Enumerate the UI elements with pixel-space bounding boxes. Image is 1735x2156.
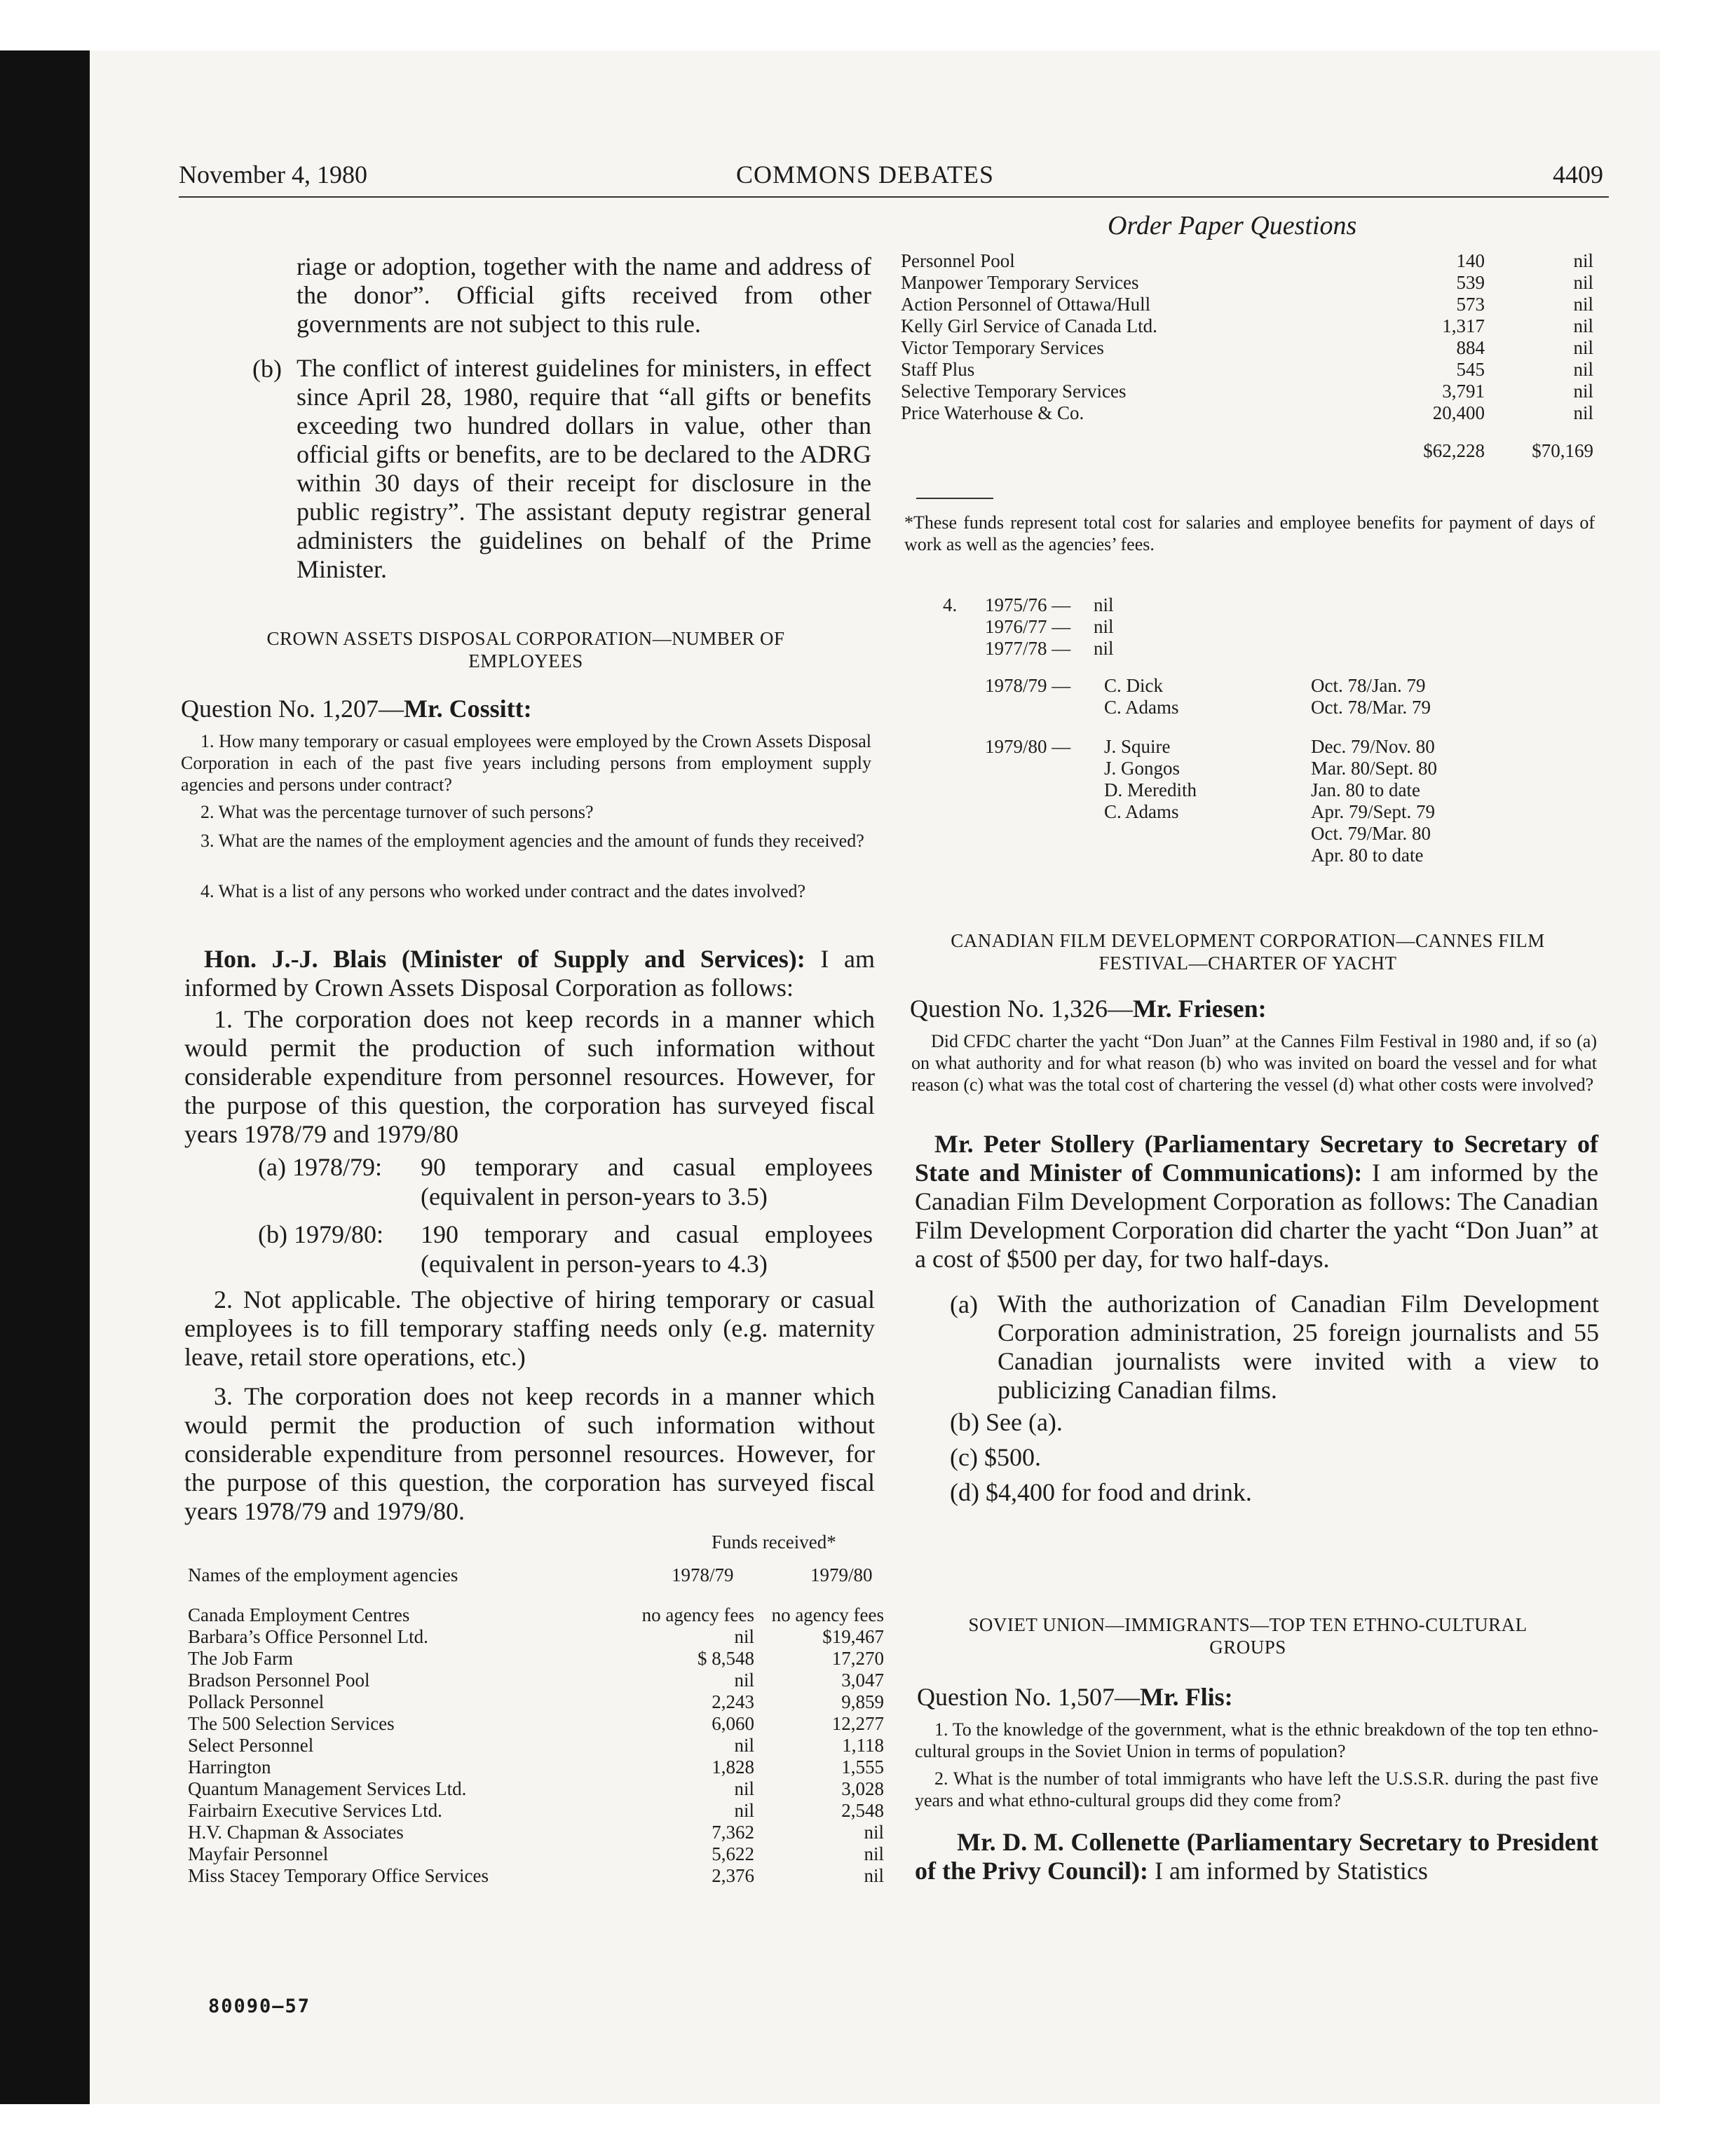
funds-1978-79: 2,376	[712, 1865, 754, 1886]
agency-name: Selective Temporary Services	[901, 381, 1127, 402]
table-row	[901, 272, 1595, 294]
agency-name: Select Personnel	[188, 1735, 314, 1756]
table-row	[901, 359, 1595, 381]
contract-dates: Dec. 79/Nov. 80	[1311, 736, 1435, 757]
agency-name: Manpower Temporary Services	[901, 272, 1139, 293]
contractor-name: J. Gongos	[1104, 758, 1181, 779]
section-heading-crown-assets: CROWN ASSETS DISPOSAL CORPORATION—NUMBER OF EMPLOYEES	[266, 628, 785, 671]
agency-name: Miss Stacey Temporary Office Services	[188, 1865, 489, 1886]
funds-1978-79: $ 8,548	[698, 1648, 754, 1669]
agency-name: Price Waterhouse & Co.	[901, 402, 1084, 423]
answer-1a-text: 90 temporary and casual employees	[421, 1153, 873, 1181]
funds-1978-79: 3,791	[1442, 381, 1485, 402]
contractor-name: J. Squire	[1104, 736, 1171, 757]
soviet-question-1: 1. To the knowledge of the government, what is the ethnic breakdown of the top ten ethno-cultural groups in the Soviet Union in terms of population?	[915, 1719, 1598, 1761]
table-row	[901, 381, 1595, 402]
funds-1978-79: 2,243	[712, 1691, 754, 1712]
question-1: 1. How many temporary or casual employees were employed by the Crown Assets Disposal Corporation in each of the past five years including persons from employment supply agencies and persons under contract?	[181, 731, 871, 795]
footnote: *These funds represent total cost for salaries and employee benefits for payment of days of work as well as the agencies’ fees.	[904, 512, 1595, 554]
agency-name: The Job Farm	[188, 1648, 293, 1669]
table-row	[901, 315, 1595, 337]
agency-name: Fairbairn Executive Services Ltd.	[188, 1800, 442, 1821]
funds-1979-80: nil	[1573, 315, 1593, 336]
funds-1979-80: nil	[1573, 337, 1593, 358]
soviet-question-2: 2. What is the number of total immigrants who have left the U.S.S.R. during the past five years and what ethno-cultural groups did they come from?	[915, 1768, 1598, 1810]
header-rule	[179, 196, 1609, 198]
table-row	[901, 294, 1595, 315]
agency-name: Mayfair Personnel	[188, 1843, 329, 1864]
funds-1979-80: nil	[1573, 359, 1593, 380]
table-row	[901, 250, 1595, 272]
film-question: Did CFDC charter the yacht “Don Juan” at the Cannes Film Festival in 1980 and, if so (a) on what authority and for what reason (b) who was invited on board the vessel and for what reason (c) what was the total cost of chartering the vessel (d) what other costs were involved?	[911, 1031, 1597, 1095]
answer-1a-label: (a) 1978/79:	[258, 1153, 382, 1181]
funds-1978-79: 20,400	[1432, 402, 1485, 423]
table-row	[188, 1865, 882, 1887]
answer-1a-text-2: (equivalent in person-years to 3.5)	[421, 1182, 768, 1210]
funds-1979-80: nil	[1573, 272, 1593, 293]
funds-1978-79: 1,828	[712, 1756, 754, 1778]
funds-1979-80: 1,118	[842, 1735, 884, 1756]
header-date: November 4, 1980	[179, 161, 367, 189]
contractor-name: D. Meredith	[1104, 779, 1197, 800]
agency-name: Bradson Personnel Pool	[188, 1670, 370, 1691]
question-title-1326: Question No. 1,326—Mr. Friesen:	[910, 995, 1267, 1023]
agency-name: Pollack Personnel	[188, 1691, 325, 1712]
header-title: COMMONS DEBATES	[736, 161, 995, 189]
agency-name: Kelly Girl Service of Canada Ltd.	[901, 315, 1157, 336]
contract-dates: Oct. 78/Mar. 79	[1311, 697, 1431, 718]
funds-1979-80: nil	[1573, 381, 1593, 402]
answer-1b-text: 190 temporary and casual employees	[421, 1220, 873, 1248]
funds-1979-80: 1,555	[841, 1756, 884, 1778]
table-row	[901, 337, 1595, 359]
funds-1978-79: 539	[1456, 272, 1485, 293]
item-4-label: 4.	[943, 594, 958, 615]
running-heading: Order Paper Questions	[1108, 211, 1357, 240]
contract-year: 1978/79 —	[985, 675, 1071, 696]
contractor-name: nil	[1094, 616, 1114, 637]
contract-dates: Apr. 80 to date	[1311, 845, 1424, 866]
table-row	[188, 1778, 882, 1800]
funds-1979-80: nil	[864, 1865, 884, 1886]
answer-1b-label: (b) 1979/80:	[258, 1220, 383, 1248]
funds-1979-80: nil	[1573, 250, 1593, 271]
table-total-row: $62,228 $70,169	[1423, 440, 1593, 461]
funds-1979-80: 12,277	[831, 1713, 884, 1734]
item-b-text: The conflict of interest guidelines for ministers, in effect since April 28, 1980, require that “all gifts or benefits exceeding two hundred dollars in value, other than official gifts or benefits, are to be declared to the ADRG within 30 days of their receipt for disclosure in the public registry”. The assistant deputy registrar general administers the guidelines on behalf of the Prime Minister.	[297, 354, 871, 583]
funds-1979-80: 9,859	[841, 1691, 884, 1712]
question-title-1507: Question No. 1,507—Mr. Flis:	[917, 1683, 1233, 1711]
footer-code: 80090—57	[208, 1995, 311, 2017]
contractor-name: nil	[1094, 638, 1114, 659]
table-row	[188, 1843, 882, 1865]
footnote-rule	[916, 498, 993, 499]
agency-name: Harrington	[188, 1756, 271, 1778]
agency-name: H.V. Chapman & Associates	[188, 1822, 404, 1843]
table-row	[901, 402, 1595, 424]
contractor-name: C. Adams	[1104, 697, 1179, 718]
funds-1978-79: nil	[734, 1778, 754, 1799]
scan-binding-shadow	[0, 50, 90, 2104]
film-answer-a: With the authorization of Canadian Film Development Corporation administration, 25 foreign journalists and 55 Canadian journalists were invited with a view to publicizing Canadian films.	[998, 1290, 1599, 1404]
table-header-row: Names of the employment agencies 1978/79 1979/80	[188, 1564, 873, 1585]
agency-name: Quantum Management Services Ltd.	[188, 1778, 467, 1799]
funds-1979-80: 2,548	[841, 1800, 884, 1821]
funds-1979-80: no agency fees	[771, 1604, 884, 1625]
funds-1979-80: nil	[864, 1822, 884, 1843]
table-row	[188, 1648, 882, 1670]
contractor-name: nil	[1094, 594, 1114, 615]
film-answer-b: (b) See (a).	[950, 1408, 1063, 1436]
table-row	[188, 1604, 882, 1626]
contract-year: 1979/80 —	[985, 736, 1071, 757]
film-answer-c: (c) $500.	[950, 1443, 1041, 1471]
answer-2: 2. Not applicable. The objective of hiring temporary or casual employees is to fill temporary staffing needs only (e.g. maternity leave, retail store operations, etc.)	[184, 1285, 875, 1371]
table-row	[188, 1800, 882, 1822]
table-row	[188, 1713, 882, 1735]
funds-1978-79: no agency fees	[641, 1604, 754, 1625]
funds-1978-79: 5,622	[712, 1843, 754, 1864]
agency-name: Canada Employment Centres	[188, 1604, 410, 1625]
funds-1979-80: 17,270	[831, 1648, 884, 1669]
agency-name: Barbara’s Office Personnel Ltd.	[188, 1626, 428, 1647]
agency-name: The 500 Selection Services	[188, 1713, 395, 1734]
contract-dates: Oct. 79/Mar. 80	[1311, 823, 1431, 844]
header-page-number: 4409	[1553, 161, 1603, 189]
table-row	[188, 1670, 882, 1691]
funds-1978-79: nil	[734, 1670, 754, 1691]
funds-1978-79: 140	[1456, 250, 1485, 271]
table-row	[188, 1626, 882, 1648]
agency-name: Personnel Pool	[901, 250, 1015, 271]
film-answer-a-label: (a)	[950, 1290, 978, 1318]
funds-1978-79: 6,060	[712, 1713, 754, 1734]
table-row	[188, 1691, 882, 1713]
answer-1: 1. The corporation does not keep records in a manner which would permit the production of such information without considerable expenditure from personnel resources. However, for the purpose of this question, the corporation has surveyed fiscal years 1978/79 and 1979/80	[184, 1005, 875, 1148]
table-row	[188, 1756, 882, 1778]
question-2: 2. What was the percentage turnover of such persons?	[200, 802, 594, 822]
answer-3: 3. The corporation does not keep records in a manner which would permit the production of such information without considerable expenditure from personnel resources. However, for the purpose of this question, the corporation has surveyed fiscal years 1978/79 and 1979/80.	[184, 1382, 875, 1525]
question-3: 3. What are the names of the employment agencies and the amount of funds they received?	[200, 831, 864, 851]
funds-1978-79: 545	[1456, 359, 1485, 380]
agency-name: Staff Plus	[901, 359, 975, 380]
section-heading-soviet: SOVIET UNION—IMMIGRANTS—TOP TEN ETHNO-CULTURAL GROUPS	[968, 1614, 1528, 1658]
question-4: 4. What is a list of any persons who worked under contract and the dates involved?	[200, 881, 806, 901]
funds-1978-79: 573	[1456, 294, 1485, 315]
funds-1979-80: 3,047	[841, 1670, 884, 1691]
funds-1979-80: 3,028	[841, 1778, 884, 1799]
funds-1978-79: nil	[734, 1735, 754, 1756]
soviet-answer: Mr. D. M. Collenette (Parliamentary Secretary to President of the Privy Council): I am informed by Statistics	[915, 1828, 1598, 1885]
table-row	[188, 1735, 882, 1756]
funds-1979-80: nil	[1573, 294, 1593, 315]
contract-dates: Mar. 80/Sept. 80	[1311, 758, 1437, 779]
funds-1979-80: nil	[1573, 402, 1593, 423]
funds-1978-79: nil	[734, 1626, 754, 1647]
agency-name: Victor Temporary Services	[901, 337, 1104, 358]
contractor-name: C. Adams	[1104, 801, 1179, 822]
contract-year: 1975/76 —	[985, 594, 1071, 615]
agency-name: Action Personnel of Ottawa/Hull	[901, 294, 1151, 315]
contract-dates: Jan. 80 to date	[1311, 779, 1420, 800]
table-row	[188, 1822, 882, 1843]
contract-dates: Apr. 79/Sept. 79	[1311, 801, 1436, 822]
section-heading-film: CANADIAN FILM DEVELOPMENT CORPORATION—CANNES FILM FESTIVAL—CHARTER OF YACHT	[951, 930, 1545, 974]
funds-1978-79: 884	[1456, 337, 1485, 358]
contract-dates: Oct. 78/Jan. 79	[1311, 675, 1426, 696]
answer-1b-text-2: (equivalent in person-years to 4.3)	[421, 1250, 768, 1278]
funds-received-header: Funds received*	[712, 1531, 836, 1553]
funds-1979-80: nil	[864, 1843, 884, 1864]
item-b-label: (b)	[252, 355, 282, 383]
contract-year: 1977/78 —	[985, 638, 1071, 659]
funds-1978-79: 7,362	[712, 1822, 754, 1843]
funds-1979-80: $19,467	[822, 1626, 884, 1647]
film-answer-d: (d) $4,400 for food and drink.	[950, 1478, 1252, 1506]
contractor-name: C. Dick	[1104, 675, 1163, 696]
continued-paragraph: riage or adoption, together with the name and address of the donor”. Official gifts received from other governments are not subject to this rule.	[297, 252, 871, 338]
funds-1978-79: 1,317	[1442, 315, 1485, 336]
question-title-1207: Question No. 1,207—Mr. Cossitt:	[181, 695, 532, 723]
film-answer: Mr. Peter Stollery (Parliamentary Secretary to Secretary of State and Minister of Communications): I am informed by the Canadian Film Development Corporation as follows: The Canadian Film Development Corporation did charter the yacht “Don Juan” at a cost of $500 per day, for two half-days.	[915, 1130, 1598, 1273]
contract-year: 1976/77 —	[985, 616, 1071, 637]
funds-1978-79: nil	[734, 1800, 754, 1821]
answer-intro-blais: Hon. J.-J. Blais (Minister of Supply and Services): I am informed by Crown Assets Disposal Corporation as follows:	[184, 945, 875, 1002]
